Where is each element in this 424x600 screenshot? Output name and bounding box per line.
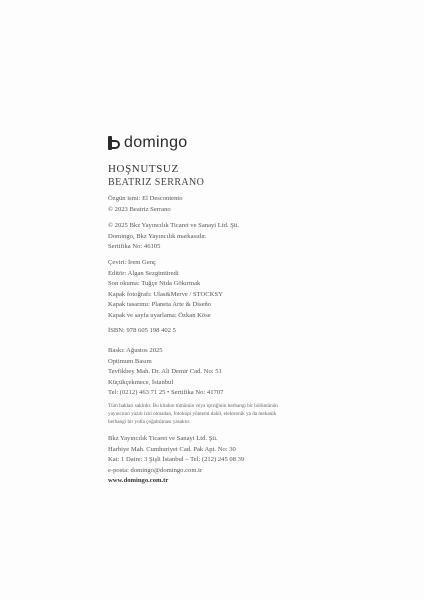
printer-phone: Tel: (0212) 463 71 25 • Sertifika No: 41707 [108,389,224,396]
publisher-website-link[interactable]: www.domingo.com.tr [108,477,169,484]
printer-name: Optimum Basım [108,357,152,365]
credit-cover-design: Kapak tasarımı: Planeta Arte & Diseño [108,301,212,308]
rights-line: Tüm hakları saklıdır. Bu kitabın tümünün veya içeriğinin herhangi bir bölümünün [108,403,278,409]
credit-translator: Çeviri: İrem Genç [108,259,156,266]
contact-address: Harbiye Mah. Cumhuriyet Cad. Pak Apt. No: 30 [108,445,236,453]
print-date: Baskı: Ağustos 2025 [108,347,163,354]
rights-line: herhangi bir yolla çoğaltılması yasaktır. [108,419,191,426]
original-info [108,194,348,215]
copyright-line: © 2025 Bkz Yayıncılık Ticaret ve Sanayi Ltd. Şti. [108,222,240,229]
domingo-d-mark-icon [108,136,120,150]
credit-proofreader: Son okuma: Tuğçe Nida Gökırmak [108,280,201,287]
printer-city: Küçükçekmece, İstanbul [108,378,174,386]
credit-editor: Editör: Algan Sezgintüredi [108,269,179,277]
publisher-logo [108,134,187,152]
printer-address: Tevfikbey Mah. Dr. Ali Demir Cad. No: 51 [108,368,222,375]
contact-phone: Kat: 1 Daire: 3 Şişli İstanbul – Tel: (212) 245 08 39 [108,456,245,463]
book-title: HOŞNUTSUZ [108,163,179,175]
copyright-info [108,221,348,253]
credit-cover-photo: Kapak fotoğrafı: Ulas&Merve / STOCKSY [108,290,223,298]
rights-line: yayıncının yazılı izni olmadan, fotokopi yöntemi dahil, elektronik ya da mekanik [108,411,277,418]
brand-line: Domingo, Bkz Yayıncılık markasıdır. [108,232,207,240]
credit-layout: Kapak ve sayfa uyarlama: Özkan Köse [108,311,211,319]
contact-email: e-posta: domingo@domingo.com.tr [108,466,203,474]
credits-list [108,258,348,321]
certificate-line: Sertifika No: 46105 [108,243,161,250]
publisher-contact [108,434,348,487]
publisher-logo-text: domingo [124,134,188,151]
printing-info [108,346,348,399]
isbn: İSBN: 978 605 198 402 5 [108,327,176,334]
rights-notice [108,402,348,427]
original-copyright-line: © 2023 Beatriz Serrano [108,205,171,213]
original-title-line: Özgün ismi: El Descontento [108,195,183,202]
book-author: BEATRIZ SERRANO [108,177,205,188]
contact-company: Bkz Yayıncılık Ticaret ve Sanayi Ltd. Şti. [108,435,218,442]
